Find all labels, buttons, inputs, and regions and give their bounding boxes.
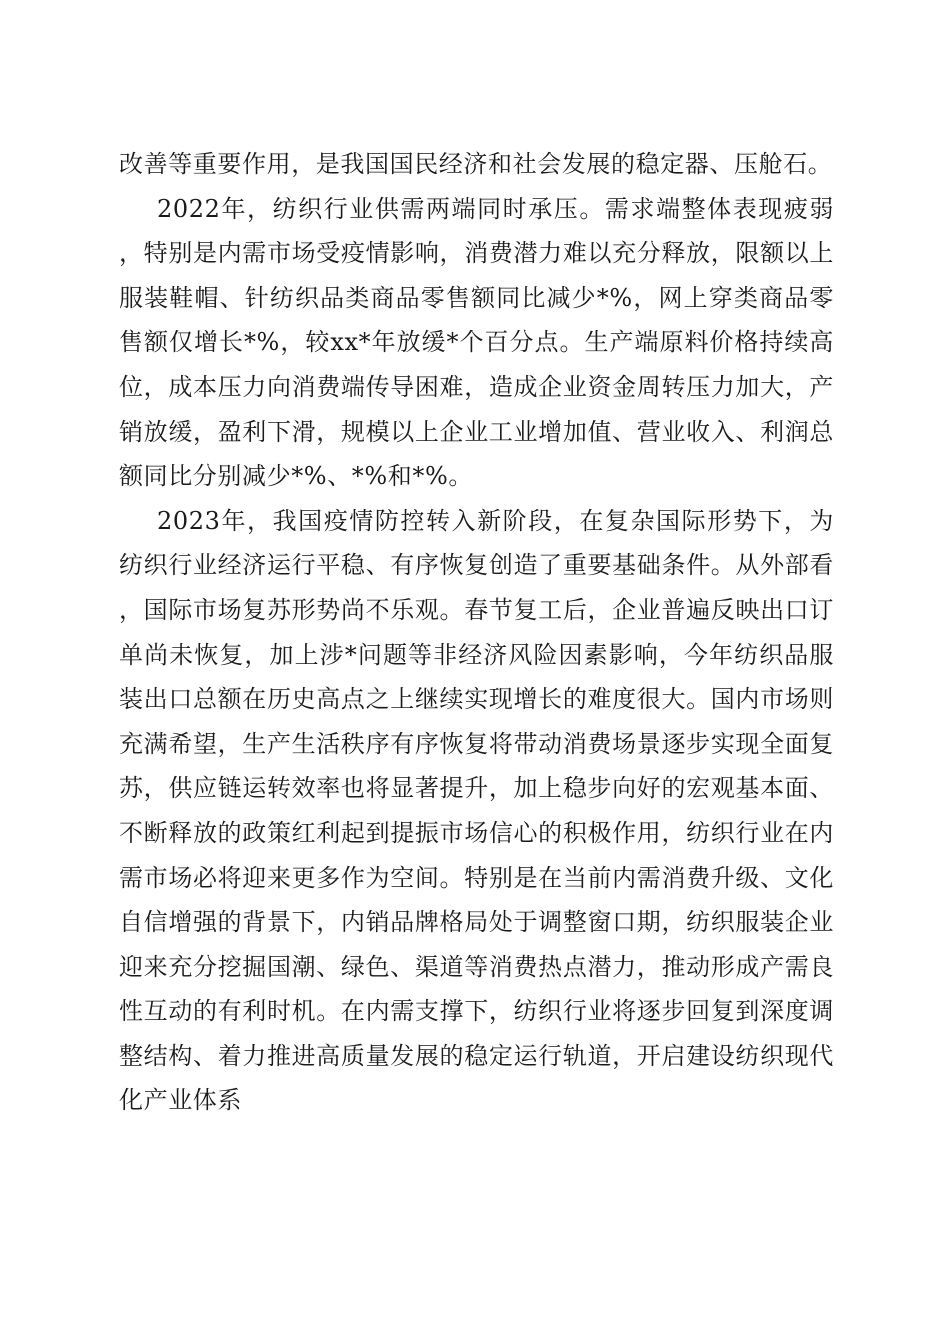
paragraph-2022: 2022年，纺织行业供需两端同时承压。需求端整体表现疲弱，特别是内需市场受疫情影响，消费潜力难以充分释放，限额以上服装鞋帽、针纺织品类商品零售额同比减少*%，网上穿类商品零售额仅增长*%，较xx*年放缓*个百分点。生产端原料价格持续高位，成本压力向消费端传导困难，造成企业资金周转压力加大，产销放缓，盈利下滑，规模以上企业工业增加值、营业收入、利润总额同比分别减少*%、*%和*%。 — [119, 194, 834, 491]
paragraph-continuation: 改善等重要作用，是我国国民经济和社会发展的稳定器、压舱石。 — [119, 150, 833, 178]
body-text — [119, 142, 834, 1123]
paragraph-2023: 2023年，我国疫情防控转入新阶段，在复杂国际形势下，为纺织行业经济运行平稳、有序恢复创造了重要基础条件。从外部看，国际市场复苏形势尚不乐观。春节复工后，企业普遍反映出口订单尚未恢复，加上涉*问题等非经济风险因素影响，今年纺织品服装出口总额在历史高点之上继续实现增长的难度很大。国内市场则充满希望，生产生活秩序有序恢复将带动消费场景逐步实现全面复苏，供应链运转效率也将显著提升，加上稳步向好的宏观基本面、不断释放的政策红利起到提振市场信心的积极作用，纺织行业在内需市场必将迎来更多作为空间。特别是在当前内需消费升级、文化自信增强的背景下，内销品牌格局处于调整窗口期，纺织服装企业迎来充分挖掘国潮、绿色、渠道等消费热点潜力，推动形成产需良性互动的有利时机。在内需支撑下，纺织行业将逐步回复到深度调整结构、着力推进高质量发展的稳定运行轨道，开启建设纺织现代化产业体系 — [119, 506, 834, 1115]
